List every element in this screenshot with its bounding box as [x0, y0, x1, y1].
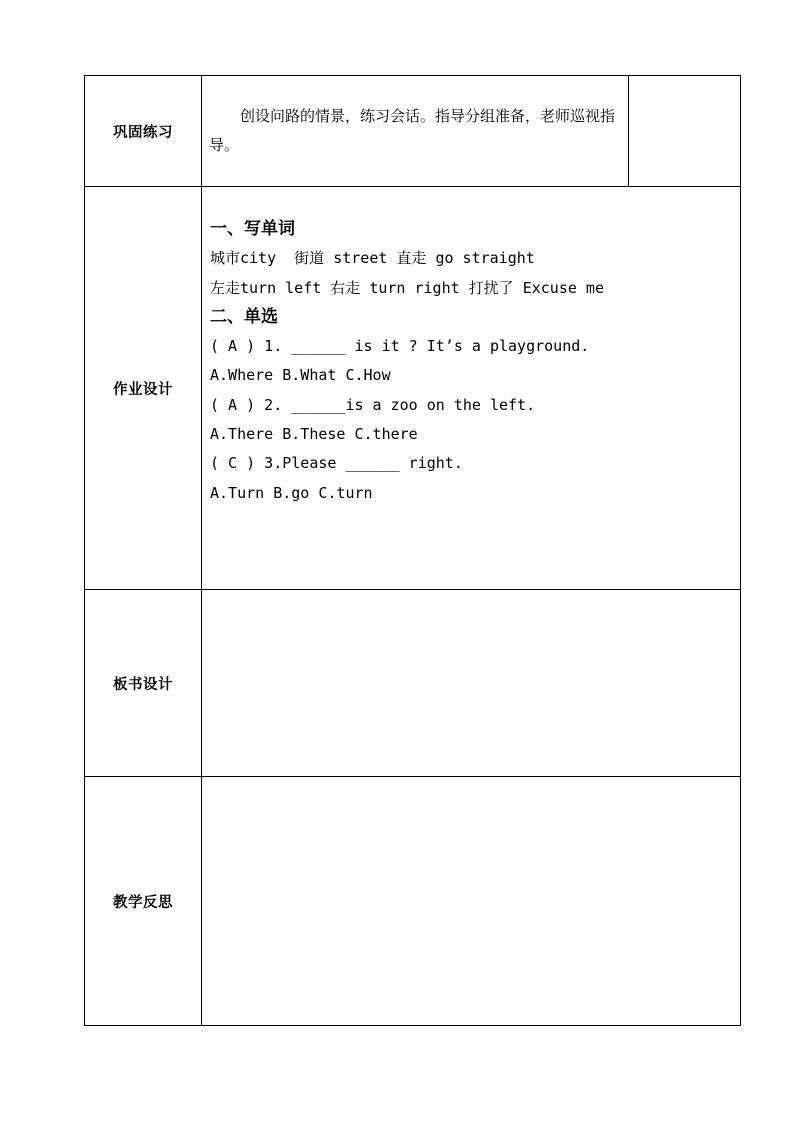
question-line: ( C ) 3.Please ______ right. [210, 454, 463, 473]
homework-content [210, 215, 730, 508]
label-cell [85, 777, 202, 1026]
options-line: A.Turn B.go C.turn [210, 483, 373, 502]
content-cell [202, 777, 740, 1026]
vocab-line: 城市city 街道 street 直走 go straight [210, 249, 535, 268]
vocab-line: 左走turn left 右走 turn right 打扰了 Excuse me [210, 278, 604, 297]
section-heading-single-choice: 二、单选 [210, 306, 278, 327]
content-cell [202, 187, 740, 589]
content-cell [202, 76, 740, 186]
label-cell [85, 187, 202, 589]
row-label: 巩固练习 [113, 124, 173, 141]
options-line: A.Where B.What C.How [210, 366, 391, 385]
content-cell [202, 590, 740, 776]
question-line: ( A ) 1. ______ is it ? It’s a playground. [210, 337, 590, 356]
lesson-plan-table [84, 75, 741, 1026]
label-cell [85, 76, 202, 186]
row-label: 教学反思 [113, 895, 173, 911]
row-consolidation-practice [85, 76, 740, 186]
row-board-design [85, 589, 740, 776]
row-label: 板书设计 [113, 676, 173, 693]
empty-side-cell [628, 76, 740, 186]
label-cell [85, 590, 202, 776]
practice-description: 创设问路的情景，练习会话。指导分组准备，老师巡视指导。 [209, 107, 616, 154]
section-heading-write-words: 一、写单词 [210, 219, 295, 239]
row-teaching-reflection [85, 776, 740, 1026]
row-label: 作业设计 [113, 381, 173, 398]
question-line: ( A ) 2. ______is a zoo on the left. [210, 395, 536, 414]
options-line: A.There B.These C.there [210, 425, 418, 444]
row-homework-design [85, 186, 740, 589]
